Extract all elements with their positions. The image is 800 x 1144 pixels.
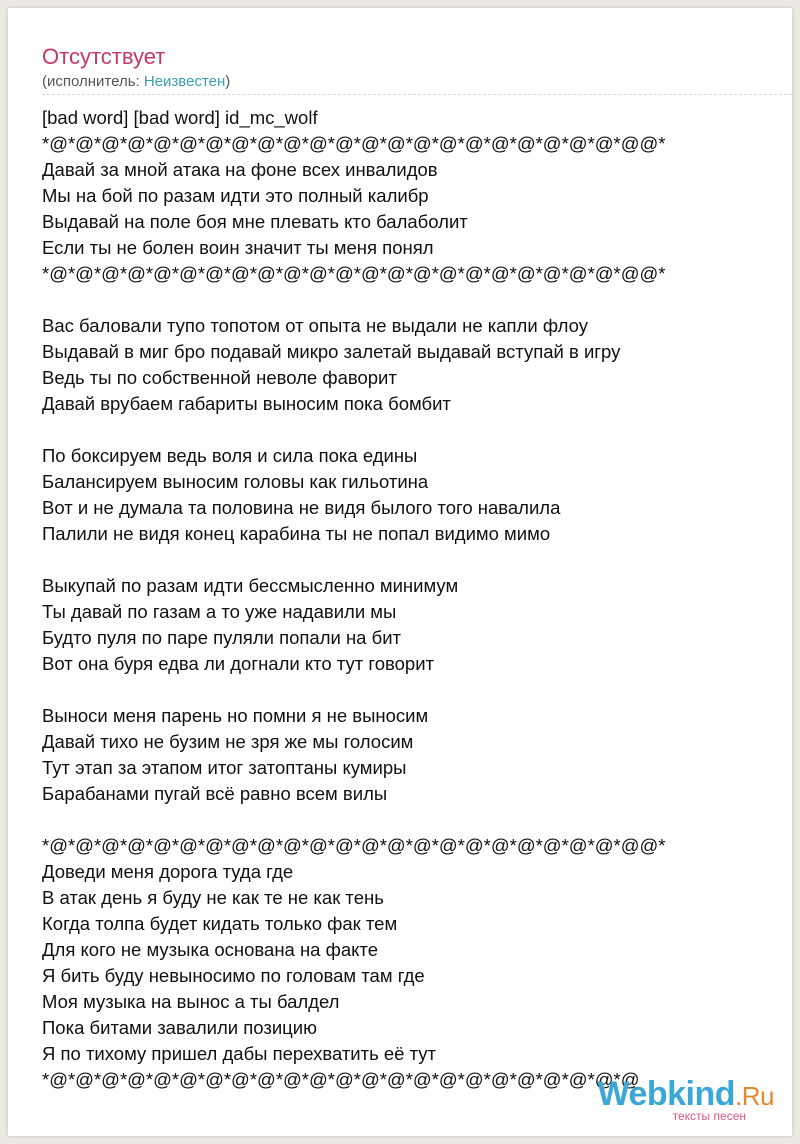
lyric-blank-line bbox=[42, 547, 787, 573]
lyric-line: Ведь ты по собственной неволе фаворит bbox=[42, 367, 397, 388]
watermark-tagline: тексты песен bbox=[672, 1109, 746, 1123]
lyric-line: Балансируем выносим головы как гильотина bbox=[42, 471, 429, 492]
lyric-line: Вас баловали тупо топотом от опыта не выдали не капли флоу bbox=[42, 315, 588, 336]
watermark-brand: Webkind bbox=[597, 1075, 736, 1113]
lyric-line: Если ты не болен воин значит ты меня понял bbox=[42, 237, 434, 258]
watermark-tld: .Ru bbox=[735, 1081, 774, 1111]
lyric-blank-line bbox=[42, 807, 787, 833]
lyric-line: Будто пуля по паре пуляли попали на бит bbox=[42, 627, 402, 648]
lyric-line: Для кого не музыка основана на факте bbox=[42, 939, 378, 960]
site-watermark bbox=[597, 1076, 774, 1122]
artist-link[interactable]: Неизвестен bbox=[143, 73, 226, 90]
lyric-line: Давай за мной атака на фоне всех инвалидов bbox=[42, 159, 438, 180]
lyric-line: Выкупай по разам идти бессмысленно минимум bbox=[42, 575, 459, 596]
lyric-line: Барабанами пугай всё равно всем вилы bbox=[42, 783, 388, 804]
lyric-line: Выноси меня парень но помни я не выносим bbox=[42, 705, 429, 726]
lyric-line: Вот и не думала та половина не видя былого того навалила bbox=[42, 497, 561, 518]
header-divider bbox=[42, 94, 792, 95]
lyric-line: Выдавай в миг бро подавай микро залетай выдавай вступай в игру bbox=[42, 341, 621, 362]
lyric-line: Тут этап за этапом итог затоптаны кумиры bbox=[42, 757, 407, 778]
lyric-line: *@*@*@*@*@*@*@*@*@*@*@*@*@*@*@*@*@*@*@*@*@*@*@@* bbox=[42, 133, 666, 154]
lyric-line: Ты давай по газам а то уже надавили мы bbox=[42, 601, 397, 622]
lyric-blank-line bbox=[42, 677, 787, 703]
lyric-line: По боксируем ведь воля и сила пока едины bbox=[42, 445, 418, 466]
lyric-line: Моя музыка на вынос а ты балдел bbox=[42, 991, 340, 1012]
lyric-line: Когда толпа будет кидать только фак тем bbox=[42, 913, 398, 934]
lyric-line: Давай тихо не бузим не зря же мы голосим bbox=[42, 731, 414, 752]
lyric-line: Выдавай на поле боя мне плевать кто балаболит bbox=[42, 211, 468, 232]
lyric-line: Палили не видя конец карабина ты не попал видимо мимо bbox=[42, 523, 551, 544]
song-title: Отсутствует bbox=[42, 44, 166, 69]
artist-prefix: (исполнитель: bbox=[42, 73, 144, 90]
lyric-line: *@*@*@*@*@*@*@*@*@*@*@*@*@*@*@*@*@*@*@*@*@*@*@@* bbox=[42, 263, 666, 284]
artist-line bbox=[42, 72, 230, 92]
lyric-line: В атак день я буду не как те не как тень bbox=[42, 887, 384, 908]
lyric-blank-line bbox=[42, 287, 787, 313]
lyric-line: Я по тихому пришел дабы перехватить её тут bbox=[42, 1043, 437, 1064]
lyric-line: *@*@*@*@*@*@*@*@*@*@*@*@*@*@*@*@*@*@*@*@*@*@*@@* bbox=[42, 835, 666, 856]
lyric-blank-line bbox=[42, 417, 787, 443]
lyric-line: *@*@*@*@*@*@*@*@*@*@*@*@*@*@*@*@*@*@*@*@*@*@*@ bbox=[42, 1069, 640, 1090]
lyric-line: Вот она буря едва ли догнали кто тут говорит bbox=[42, 653, 435, 674]
lyric-line: Доведи меня дорога туда где bbox=[42, 861, 294, 882]
artist-suffix: ) bbox=[225, 73, 231, 90]
page-frame bbox=[8, 8, 792, 1136]
lyric-line: Давай врубаем габариты выносим пока бомбит bbox=[42, 393, 451, 414]
lyric-line: [bad word] [bad word] id_mc_wolf bbox=[42, 107, 318, 128]
lyric-line: Я бить буду невыносимо по головам там где bbox=[42, 965, 425, 986]
lyric-line: Мы на бой по разам идти это полный калибр bbox=[42, 185, 429, 206]
lyric-line: Пока битами завалили позицию bbox=[42, 1017, 317, 1038]
lyrics-text bbox=[42, 105, 787, 1093]
